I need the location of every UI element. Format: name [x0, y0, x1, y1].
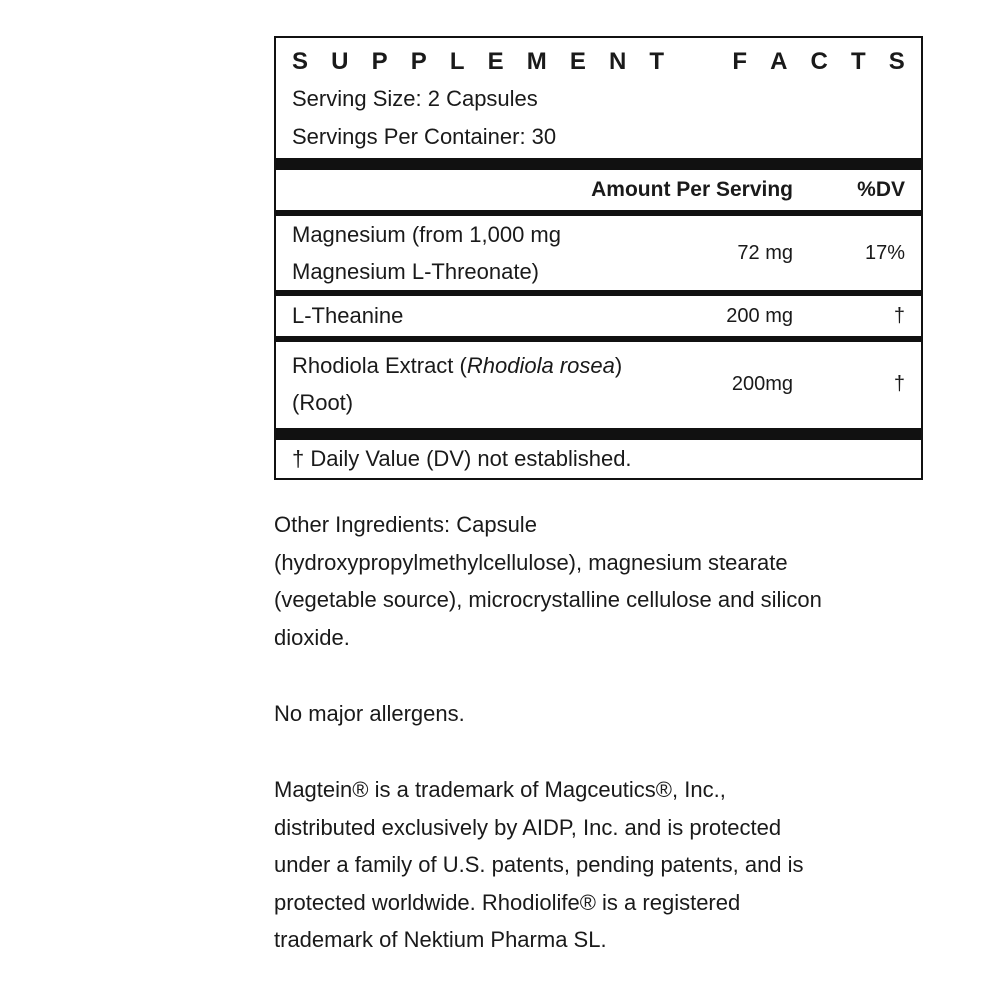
nutrient-name-line: Magnesium (from 1,000 mg [292, 222, 561, 247]
title-letter: T [649, 48, 665, 75]
nutrient-name-part: Rhodiola Extract ( [292, 353, 467, 378]
title-letter: M [526, 48, 547, 75]
divider-thick [276, 428, 921, 440]
nutrient-amount: 200mg [731, 372, 793, 395]
nutrient-dv: 17% [864, 241, 905, 264]
title-letter: C [810, 48, 828, 75]
nutrient-name-part: ) [614, 353, 623, 378]
text-line: (hydroxypropylmethylcellulose), magnesium stearate [274, 549, 788, 575]
supplement-facts-title [276, 38, 921, 80]
nutrient-amount: 200 mg [726, 304, 793, 327]
text-line: (vegetable source), microcrystalline cellulose and silicon [274, 587, 822, 613]
text-line: distributed exclusively by AIDP, Inc. and is protected [274, 814, 782, 840]
title-letter: S [292, 48, 309, 75]
servings-per-container: Servings Per Container: 30 [292, 124, 557, 149]
other-ingredients [274, 506, 924, 656]
nutrient-amount: 72 mg [737, 241, 793, 264]
nutrient-name [292, 216, 653, 290]
divider-thick [276, 158, 921, 170]
title-letter: L [449, 48, 465, 75]
nutrient-row-rhodiola [276, 342, 921, 426]
title-letter: P [410, 48, 427, 75]
facts-header-row [276, 170, 921, 210]
nutrient-name [292, 347, 653, 421]
text-line: dioxide. [274, 624, 350, 650]
nutrient-name-line: Magnesium L-Threonate) [292, 259, 540, 284]
title-letter: E [569, 48, 586, 75]
title-letter: A [770, 48, 788, 75]
title-letter: F [732, 48, 747, 75]
dv-header: %DV [857, 178, 905, 201]
nutrient-dv: † [893, 372, 905, 395]
allergens-statement: No major allergens. [274, 701, 465, 726]
text-line: Other Ingredients: Capsule [274, 512, 537, 537]
title-letter: P [371, 48, 388, 75]
title-letter: S [888, 48, 905, 75]
title-letter: U [331, 48, 349, 75]
amount-per-serving-header: Amount Per Serving [591, 178, 793, 201]
text-line: trademark of Nektium Pharma SL. [274, 927, 607, 953]
title-letter: T [851, 48, 866, 75]
dv-footnote: † Daily Value (DV) not established. [292, 446, 632, 471]
nutrient-name: L-Theanine [292, 303, 404, 328]
nutrient-row-l-theanine [276, 296, 921, 336]
title-letter: N [608, 48, 627, 75]
supplement-facts-panel [274, 36, 923, 480]
text-line: Magtein® is a trademark of Magceutics®, Inc., [274, 777, 726, 802]
nutrient-latin-name: Rhodiola rosea [466, 353, 615, 378]
text-line: protected worldwide. Rhodiolife® is a registered [274, 889, 741, 915]
nutrient-row-magnesium [276, 216, 921, 290]
title-letter: E [487, 48, 504, 75]
nutrient-dv: † [893, 304, 905, 327]
nutrient-name-line: (Root) [292, 390, 354, 415]
text-line: under a family of U.S. patents, pending patents, and is [274, 852, 804, 878]
trademark-statement [274, 771, 924, 959]
serving-size: Serving Size: 2 Capsules [292, 86, 538, 111]
